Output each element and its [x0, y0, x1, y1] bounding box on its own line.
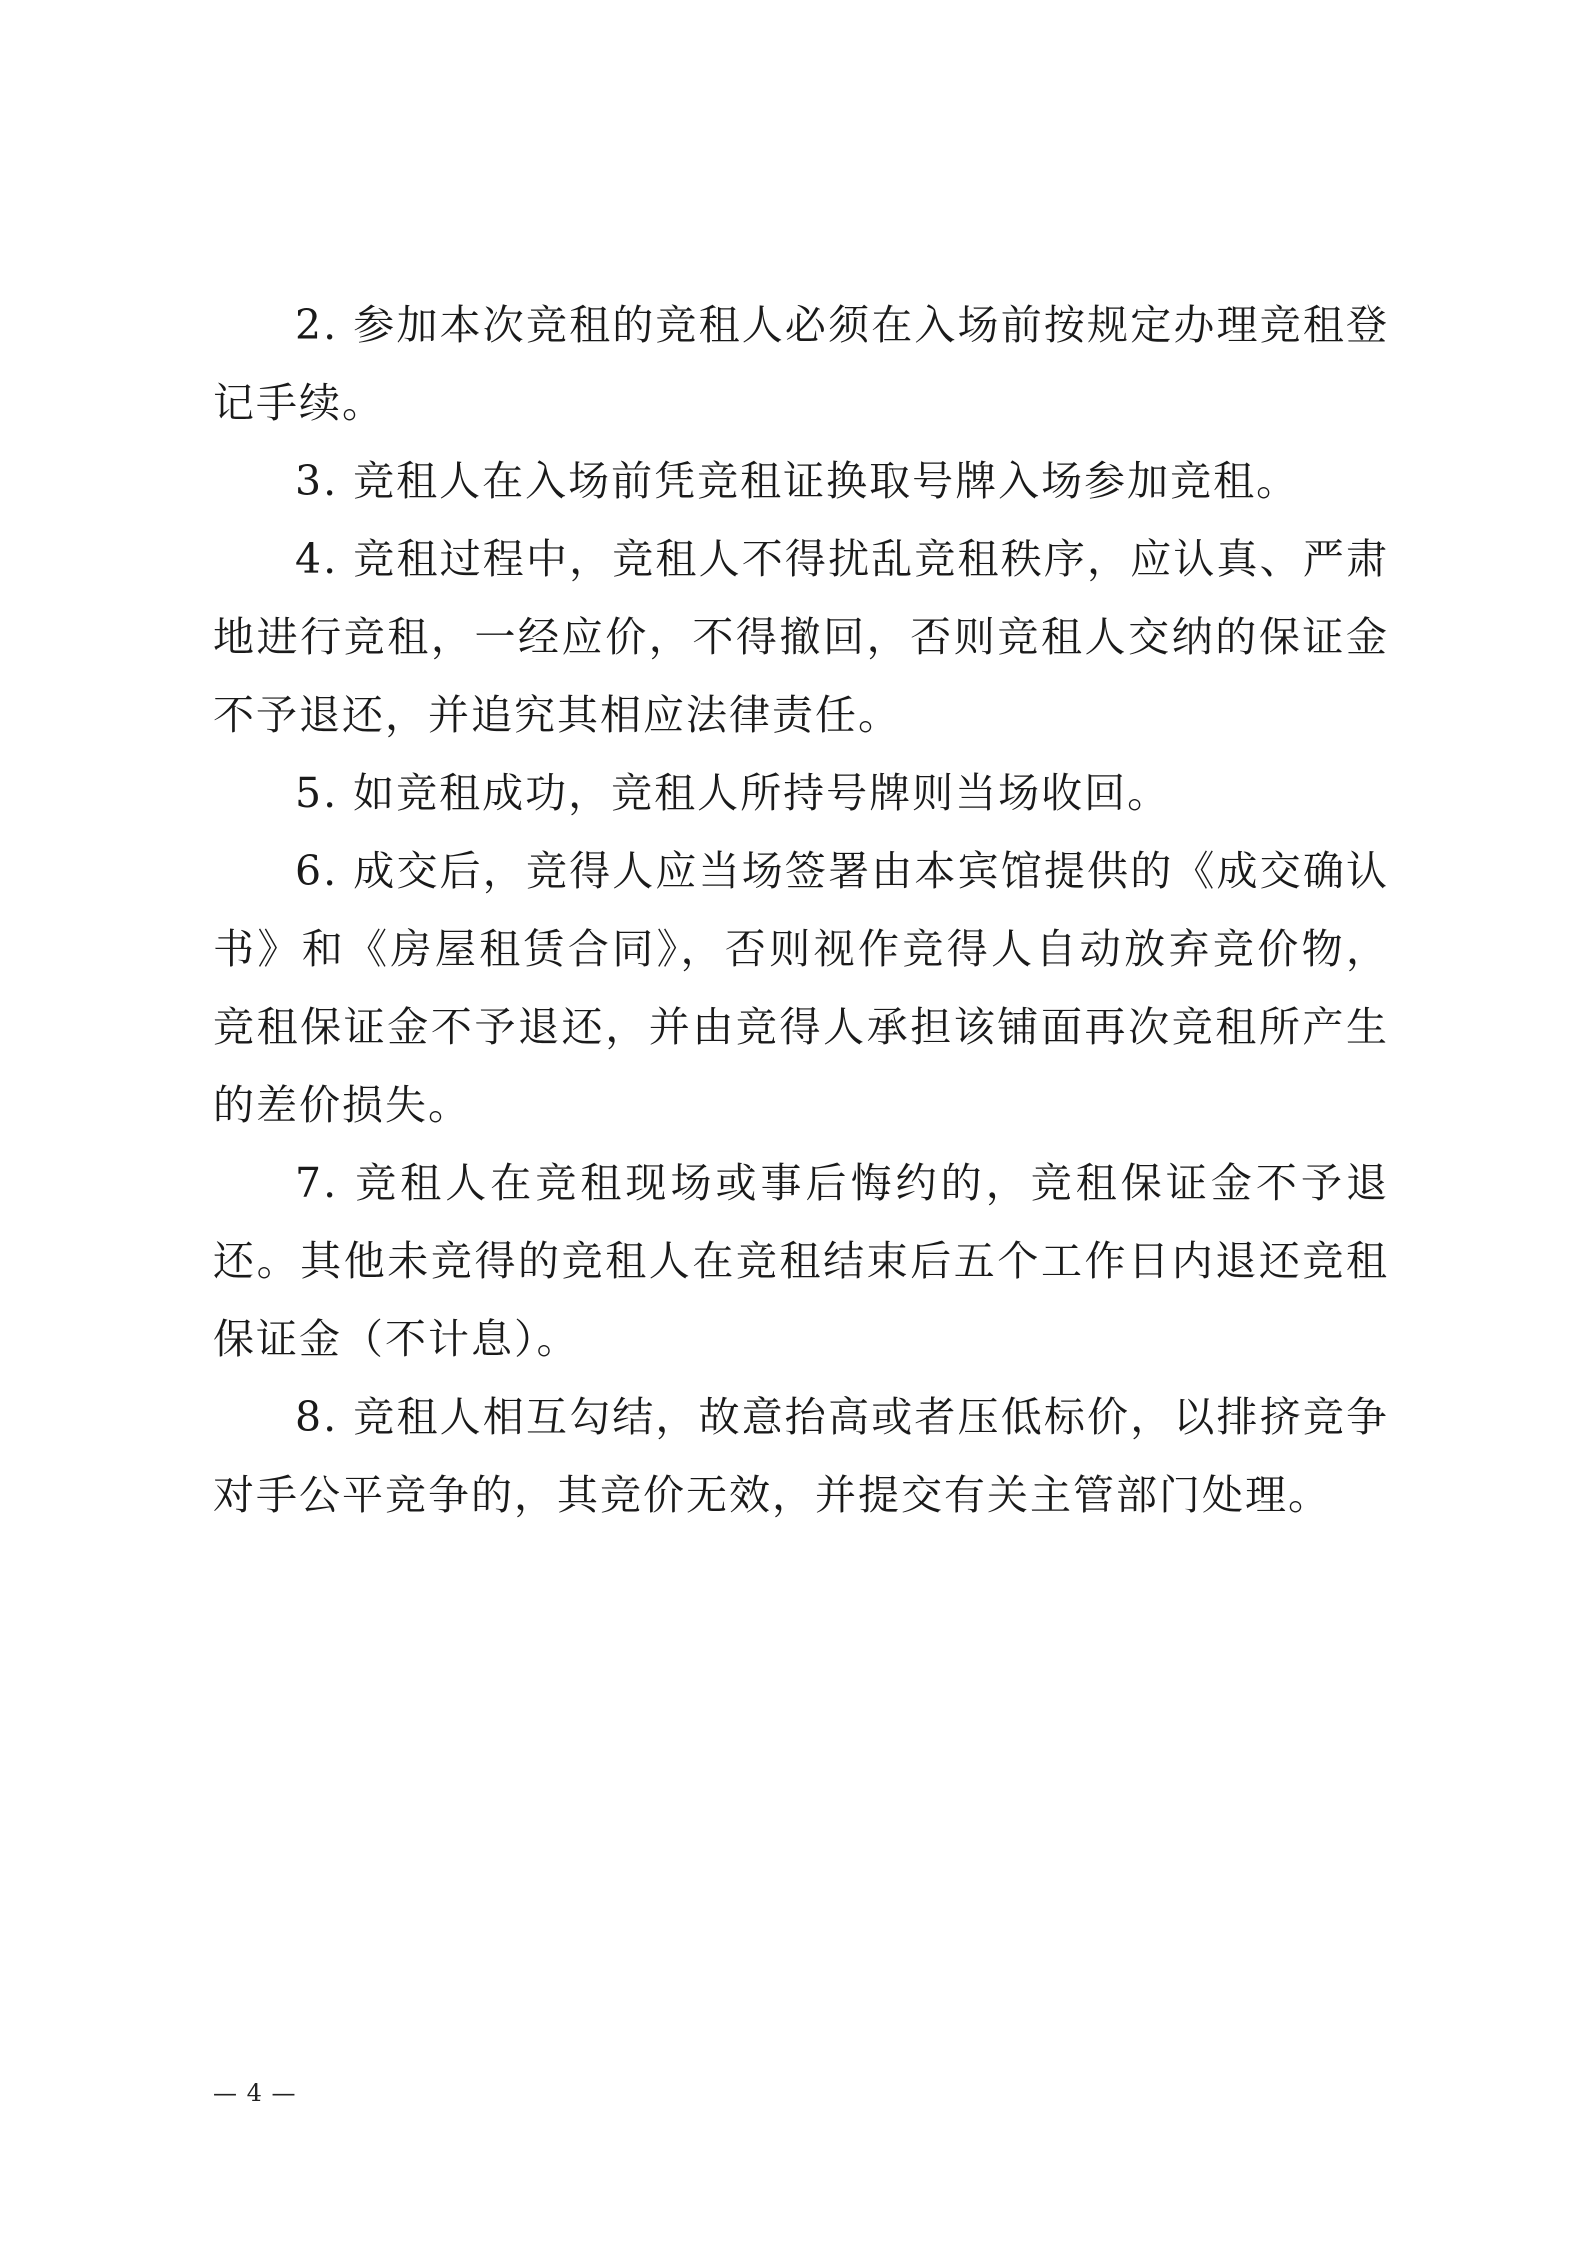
- rule-item-5: 5. 如竞租成功，竞租人所持号牌则当场收回。: [295, 769, 1171, 817]
- document-body: [213, 286, 1389, 1534]
- rule-item-8: 8. 竞租人相互勾结，故意抬高或者压低标价，以排挤竞争对手公平竞争的，其竞价无效，并提交有关主管部门处理。: [213, 1393, 1389, 1519]
- page-number: — 4 —: [213, 2079, 297, 2107]
- rule-item-7: 7. 竞租人在竞租现场或事后悔约的，竞租保证金不予退还。其他未竞得的竞租人在竞租结束后五个工作日内退还竞租保证金（不计息）。: [213, 1159, 1389, 1363]
- rule-item-3: 3. 竞租人在入场前凭竞租证换取号牌入场参加竞租。: [295, 457, 1300, 505]
- rule-item-4: 4. 竞租过程中，竞租人不得扰乱竞租秩序，应认真、严肃地进行竞租，一经应价，不得撤回，否则竞租人交纳的保证金不予退还，并追究其相应法律责任。: [213, 535, 1389, 739]
- rule-item-6: 6. 成交后，竞得人应当场签署由本宾馆提供的《成交确认书》和《房屋租赁合同》，否则视作竞得人自动放弃竞价物，竞租保证金不予退还，并由竞得人承担该铺面再次竞租所产生的差价损失。: [213, 847, 1389, 1129]
- rule-item-2: 2. 参加本次竞租的竞租人必须在入场前按规定办理竞租登记手续。: [213, 301, 1389, 427]
